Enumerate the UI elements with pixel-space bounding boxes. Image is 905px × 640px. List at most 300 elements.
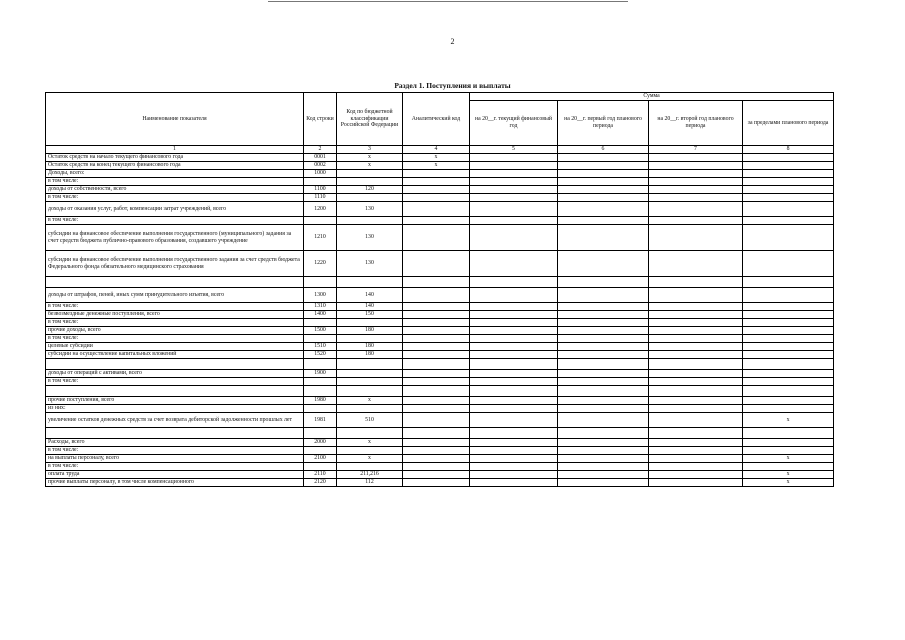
row-code (304, 378, 337, 386)
table-row (46, 327, 834, 335)
row-analytic-code (403, 194, 470, 202)
row-sum-current (470, 439, 558, 447)
table-row (46, 319, 834, 327)
row-analytic-code (403, 447, 470, 455)
row-name (46, 428, 304, 439)
row-sum-current (470, 405, 558, 413)
row-code (304, 277, 337, 288)
row-sum-current (470, 170, 558, 178)
row-sum-plan1 (558, 251, 649, 277)
row-sum-current (470, 327, 558, 335)
row-analytic-code (403, 327, 470, 335)
row-budget-code: x (337, 439, 403, 447)
row-sum-plan2 (649, 170, 743, 178)
row-analytic-code (403, 225, 470, 251)
row-sum-current (470, 319, 558, 327)
header-sum: Сумма (470, 93, 834, 101)
row-sum-current (470, 351, 558, 359)
row-code (304, 335, 337, 343)
row-budget-code (337, 463, 403, 471)
header-year-plan2: на 20__г. второй год планового периода (649, 101, 743, 146)
row-sum-plan1 (558, 479, 649, 487)
row-sum-plan2 (649, 217, 743, 225)
row-name: целевые субсидии (46, 343, 304, 351)
row-sum-current (470, 178, 558, 186)
row-sum-beyond (743, 303, 834, 311)
table-row (46, 311, 834, 319)
row-sum-plan2 (649, 455, 743, 463)
table-row (46, 386, 834, 397)
row-analytic-code (403, 359, 470, 370)
page-number: 2 (450, 37, 455, 46)
row-sum-plan2 (649, 343, 743, 351)
row-sum-plan1 (558, 319, 649, 327)
row-name: субсидии на финансовое обеспечение выполнения государственного (муниципального) задания за счет средств бюджета публично-правового образования, создавшего учреждение (46, 225, 304, 251)
row-name: доходы от оказания услуг, работ, компенсации затрат учреждений, всего (46, 202, 304, 217)
row-name: прочие выплаты персоналу, в том числе компенсационного (46, 479, 304, 487)
table-row (46, 378, 834, 386)
row-analytic-code (403, 343, 470, 351)
row-analytic-code (403, 378, 470, 386)
table-row (46, 170, 834, 178)
row-code: 1200 (304, 202, 337, 217)
row-sum-beyond (743, 386, 834, 397)
row-sum-plan1 (558, 471, 649, 479)
row-sum-plan1 (558, 303, 649, 311)
row-sum-beyond (743, 251, 834, 277)
row-code: 1510 (304, 343, 337, 351)
header-year-plan1: на 20__г. первый год планового периода (558, 101, 649, 146)
row-budget-code: 120 (337, 186, 403, 194)
row-analytic-code (403, 471, 470, 479)
row-name: в том числе: (46, 335, 304, 343)
row-sum-beyond (743, 170, 834, 178)
column-number: 1 (46, 146, 304, 154)
row-name: оплата труда (46, 471, 304, 479)
row-name (46, 277, 304, 288)
table-row (46, 202, 834, 217)
header-beyond-plan: за пределами планового периода (743, 101, 834, 146)
row-analytic-code (403, 170, 470, 178)
row-name: Остаток средств на конец текущего финансового года (46, 162, 304, 170)
row-sum-beyond (743, 463, 834, 471)
row-sum-current (470, 455, 558, 463)
row-sum-beyond (743, 370, 834, 378)
header-year-current: на 20__г. текущий финансовый год (470, 101, 558, 146)
row-analytic-code: x (403, 154, 470, 162)
row-budget-code: 112 (337, 479, 403, 487)
row-budget-code (337, 194, 403, 202)
row-code: 1310 (304, 303, 337, 311)
row-budget-code (337, 359, 403, 370)
row-budget-code: 140 (337, 303, 403, 311)
row-budget-code: 130 (337, 251, 403, 277)
row-name: безвозмездные денежные поступления, всего (46, 311, 304, 319)
row-name: увеличение остатков денежных средств за счет возврата дебиторской задолженности прошлых лет (46, 413, 304, 428)
row-sum-plan1 (558, 397, 649, 405)
row-name: субсидии на осуществление капитальных вложений (46, 351, 304, 359)
table-row (46, 463, 834, 471)
row-sum-plan1 (558, 327, 649, 335)
row-code: 1520 (304, 351, 337, 359)
row-code (304, 405, 337, 413)
row-sum-plan2 (649, 288, 743, 303)
row-sum-plan1 (558, 288, 649, 303)
row-sum-beyond (743, 225, 834, 251)
table-row (46, 370, 834, 378)
row-code (304, 447, 337, 455)
row-sum-plan1 (558, 413, 649, 428)
row-budget-code (337, 447, 403, 455)
table-row (46, 154, 834, 162)
row-sum-plan1 (558, 351, 649, 359)
row-budget-code (337, 170, 403, 178)
row-sum-plan2 (649, 311, 743, 319)
row-budget-code: x (337, 397, 403, 405)
row-sum-beyond (743, 154, 834, 162)
row-name: в том числе: (46, 378, 304, 386)
table-row (46, 217, 834, 225)
row-budget-code: 510 (337, 413, 403, 428)
table-row (46, 351, 834, 359)
row-sum-beyond (743, 186, 834, 194)
table-row (46, 397, 834, 405)
header-name: Наименование показателя (46, 93, 304, 146)
row-sum-beyond (743, 428, 834, 439)
row-code: 2120 (304, 479, 337, 487)
row-sum-beyond (743, 217, 834, 225)
row-name: доходы от штрафов, пеней, иных сумм принудительного изъятия, всего (46, 288, 304, 303)
row-sum-current (470, 463, 558, 471)
row-code (304, 217, 337, 225)
row-analytic-code (403, 303, 470, 311)
row-sum-plan2 (649, 154, 743, 162)
row-sum-current (470, 288, 558, 303)
column-number: 6 (558, 146, 649, 154)
row-sum-plan2 (649, 405, 743, 413)
row-sum-plan2 (649, 471, 743, 479)
row-sum-plan1 (558, 447, 649, 455)
row-sum-current (470, 251, 558, 277)
table-row (46, 439, 834, 447)
row-analytic-code (403, 405, 470, 413)
row-budget-code (337, 217, 403, 225)
table-row (46, 251, 834, 277)
column-number: 5 (470, 146, 558, 154)
row-sum-beyond (743, 343, 834, 351)
row-analytic-code (403, 311, 470, 319)
row-name: Расходы, всего (46, 439, 304, 447)
row-sum-plan2 (649, 327, 743, 335)
row-sum-plan1 (558, 217, 649, 225)
row-budget-code (337, 178, 403, 186)
row-code: 1210 (304, 225, 337, 251)
table-row (46, 288, 834, 303)
row-name: Доходы, всего: (46, 170, 304, 178)
row-analytic-code (403, 319, 470, 327)
row-sum-plan1 (558, 311, 649, 319)
row-sum-beyond (743, 178, 834, 186)
row-sum-plan1 (558, 359, 649, 370)
row-name (46, 359, 304, 370)
row-analytic-code (403, 439, 470, 447)
row-sum-plan2 (649, 351, 743, 359)
row-sum-current (470, 378, 558, 386)
row-sum-plan1 (558, 386, 649, 397)
row-analytic-code (403, 288, 470, 303)
row-sum-plan2 (649, 186, 743, 194)
row-code (304, 359, 337, 370)
row-analytic-code (403, 335, 470, 343)
row-budget-code: 180 (337, 343, 403, 351)
row-budget-code (337, 335, 403, 343)
row-sum-plan1 (558, 370, 649, 378)
row-code (304, 178, 337, 186)
row-analytic-code (403, 463, 470, 471)
row-budget-code (337, 428, 403, 439)
row-analytic-code: x (403, 162, 470, 170)
row-sum-plan1 (558, 277, 649, 288)
row-code: 1000 (304, 170, 337, 178)
row-code: 1100 (304, 186, 337, 194)
row-sum-plan2 (649, 479, 743, 487)
row-sum-current (470, 162, 558, 170)
row-sum-plan2 (649, 413, 743, 428)
table-row (46, 471, 834, 479)
row-sum-current (470, 194, 558, 202)
row-sum-plan2 (649, 303, 743, 311)
row-sum-plan2 (649, 251, 743, 277)
table-row (46, 303, 834, 311)
table-row (46, 178, 834, 186)
report-table (45, 92, 834, 487)
row-code: 0002 (304, 162, 337, 170)
table-row (46, 359, 834, 370)
row-sum-plan2 (649, 447, 743, 455)
row-name: доходы от собственности, всего (46, 186, 304, 194)
row-analytic-code (403, 178, 470, 186)
row-name: прочие поступления, всего (46, 397, 304, 405)
row-sum-beyond (743, 162, 834, 170)
row-sum-current (470, 303, 558, 311)
row-budget-code: x (337, 154, 403, 162)
row-analytic-code (403, 386, 470, 397)
row-sum-current (470, 277, 558, 288)
row-budget-code: 130 (337, 202, 403, 217)
row-sum-beyond: x (743, 413, 834, 428)
row-sum-beyond (743, 319, 834, 327)
row-analytic-code (403, 251, 470, 277)
row-sum-current (470, 225, 558, 251)
row-sum-plan1 (558, 154, 649, 162)
row-code: 1220 (304, 251, 337, 277)
row-code: 0001 (304, 154, 337, 162)
row-name: Остаток средств на начало текущего финансового года (46, 154, 304, 162)
row-sum-plan1 (558, 335, 649, 343)
row-budget-code: 130 (337, 225, 403, 251)
row-sum-plan2 (649, 359, 743, 370)
row-sum-beyond (743, 439, 834, 447)
row-budget-code: 211,216 (337, 471, 403, 479)
row-sum-plan2 (649, 319, 743, 327)
row-analytic-code (403, 397, 470, 405)
column-number: 4 (403, 146, 470, 154)
row-sum-current (470, 202, 558, 217)
table-row (46, 277, 834, 288)
row-sum-plan2 (649, 378, 743, 386)
row-name: субсидии на финансовое обеспечение выполнения государственного задания за счет средств бюджета Федерального фонда обязательного медицинского страхования (46, 251, 304, 277)
column-number: 3 (337, 146, 403, 154)
row-sum-plan2 (649, 386, 743, 397)
header-analytic-code: Аналитический код (403, 93, 470, 146)
row-code: 1500 (304, 327, 337, 335)
row-sum-plan1 (558, 343, 649, 351)
row-sum-plan1 (558, 202, 649, 217)
row-analytic-code (403, 351, 470, 359)
table-row (46, 225, 834, 251)
row-sum-plan2 (649, 225, 743, 251)
row-code (304, 319, 337, 327)
row-sum-current (470, 428, 558, 439)
table-row (46, 447, 834, 455)
table-row (46, 479, 834, 487)
section-title: Раздел 1. Поступления и выплаты (394, 81, 511, 90)
column-number: 8 (743, 146, 834, 154)
row-code: 1300 (304, 288, 337, 303)
row-analytic-code (403, 479, 470, 487)
row-sum-beyond (743, 378, 834, 386)
row-sum-plan2 (649, 162, 743, 170)
top-rule (268, 1, 628, 2)
row-sum-plan2 (649, 428, 743, 439)
row-sum-beyond (743, 447, 834, 455)
row-sum-current (470, 413, 558, 428)
row-sum-plan2 (649, 277, 743, 288)
row-sum-current (470, 447, 558, 455)
row-budget-code: 150 (337, 311, 403, 319)
row-budget-code: 180 (337, 327, 403, 335)
table-row (46, 343, 834, 351)
row-budget-code: 180 (337, 351, 403, 359)
row-sum-beyond (743, 359, 834, 370)
row-analytic-code (403, 428, 470, 439)
row-analytic-code (403, 370, 470, 378)
row-sum-beyond (743, 397, 834, 405)
row-sum-current (470, 397, 558, 405)
row-name: в том числе: (46, 319, 304, 327)
row-code (304, 463, 337, 471)
row-name: в том числе: (46, 303, 304, 311)
row-sum-plan2 (649, 439, 743, 447)
row-sum-current (470, 359, 558, 370)
header-budget-code: Код по бюджетной классификации Российской Федерации (337, 93, 403, 146)
row-code (304, 428, 337, 439)
row-code: 1900 (304, 370, 337, 378)
column-number-row (46, 146, 834, 154)
row-budget-code: 140 (337, 288, 403, 303)
row-sum-current (470, 217, 558, 225)
row-name: в том числе: (46, 463, 304, 471)
row-code: 2100 (304, 455, 337, 463)
row-name: из них: (46, 405, 304, 413)
row-budget-code (337, 405, 403, 413)
row-budget-code: x (337, 162, 403, 170)
row-name: в том числе: (46, 194, 304, 202)
row-sum-plan2 (649, 335, 743, 343)
row-budget-code (337, 386, 403, 397)
row-sum-beyond: x (743, 471, 834, 479)
table-row (46, 186, 834, 194)
row-sum-beyond (743, 311, 834, 319)
table-row (46, 455, 834, 463)
row-sum-plan2 (649, 194, 743, 202)
row-budget-code (337, 370, 403, 378)
row-analytic-code (403, 455, 470, 463)
row-sum-plan2 (649, 397, 743, 405)
row-sum-plan2 (649, 463, 743, 471)
row-sum-beyond (743, 351, 834, 359)
row-sum-plan1 (558, 455, 649, 463)
row-name: доходы от операций с активами, всего (46, 370, 304, 378)
row-sum-plan2 (649, 202, 743, 217)
row-sum-beyond (743, 277, 834, 288)
row-budget-code (337, 277, 403, 288)
row-analytic-code (403, 186, 470, 194)
row-budget-code: x (337, 455, 403, 463)
row-sum-current (470, 186, 558, 194)
row-sum-plan1 (558, 194, 649, 202)
row-sum-plan1 (558, 439, 649, 447)
row-code: 1110 (304, 194, 337, 202)
header-code: Код строки (304, 93, 337, 146)
row-name: в том числе: (46, 178, 304, 186)
row-sum-current (470, 343, 558, 351)
table-header (46, 93, 834, 154)
row-code (304, 386, 337, 397)
table-row (46, 194, 834, 202)
row-sum-current (470, 370, 558, 378)
row-sum-plan1 (558, 186, 649, 194)
row-analytic-code (403, 202, 470, 217)
row-sum-current (470, 335, 558, 343)
row-sum-current (470, 154, 558, 162)
row-code: 2000 (304, 439, 337, 447)
row-name: на выплаты персоналу, всего (46, 455, 304, 463)
row-code: 1981 (304, 413, 337, 428)
row-sum-plan1 (558, 178, 649, 186)
table-row (46, 405, 834, 413)
row-budget-code (337, 319, 403, 327)
row-code: 2110 (304, 471, 337, 479)
table-body (46, 154, 834, 487)
row-sum-current (470, 471, 558, 479)
row-sum-plan2 (649, 178, 743, 186)
table-row (46, 335, 834, 343)
row-sum-beyond (743, 405, 834, 413)
row-code: 1980 (304, 397, 337, 405)
row-sum-plan2 (649, 370, 743, 378)
row-sum-beyond (743, 335, 834, 343)
row-sum-beyond: x (743, 479, 834, 487)
row-budget-code (337, 378, 403, 386)
row-sum-plan1 (558, 225, 649, 251)
row-sum-current (470, 386, 558, 397)
row-sum-beyond (743, 194, 834, 202)
row-name (46, 386, 304, 397)
row-sum-beyond (743, 327, 834, 335)
row-sum-beyond (743, 288, 834, 303)
row-sum-plan1 (558, 463, 649, 471)
